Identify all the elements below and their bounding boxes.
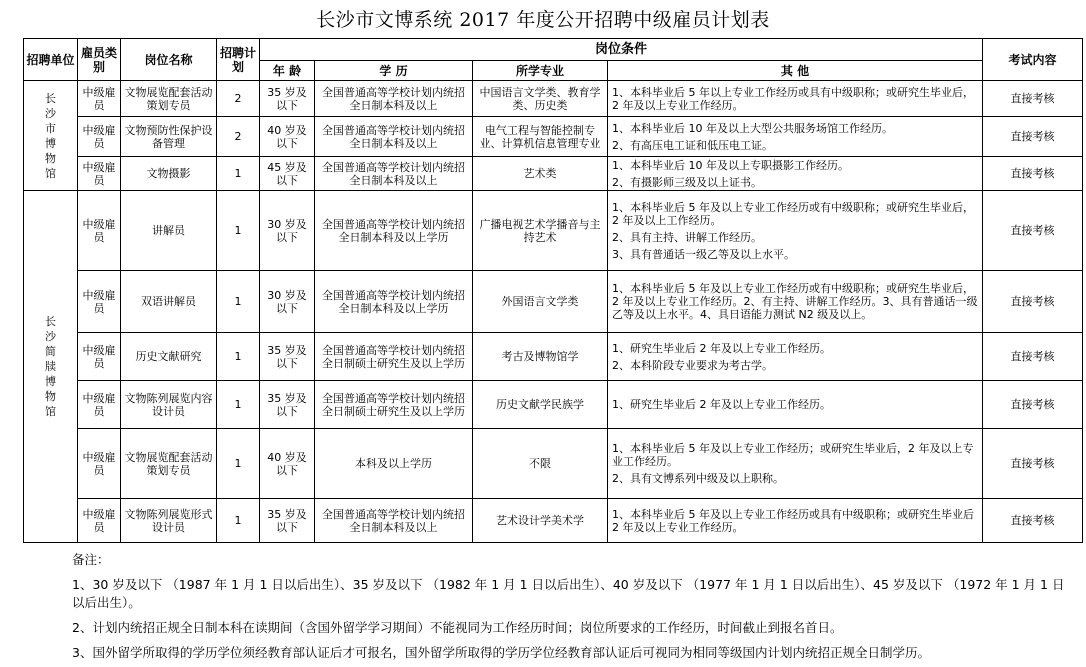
post-cell: 文物展览配套活动策划专员 xyxy=(121,429,217,499)
type-cell: 中级雇员 xyxy=(78,381,121,429)
table-body xyxy=(24,81,1083,543)
table-row xyxy=(24,333,1083,381)
other-line: 1、本科毕业后 5 年以上专业工作经历或具有中级职称；或研究生毕业后，2 年及以上专业工作经历。 xyxy=(612,85,974,112)
unit-name: 长沙市博物馆 xyxy=(45,91,56,180)
post-cell: 文物展览配套活动策划专员 xyxy=(121,81,217,117)
note-item-1: 1、30 岁及以下 （1987 年 1 月 1 日以后出生）、35 岁及以下 （1982 年 1 月 1 日以后出生）、40 岁及以下 （1977 年 1 月 1 日以后出生）、45 岁及以下 （1972 年 1 月 1 日以后出生）。 xyxy=(72,577,1065,610)
table-row xyxy=(24,81,1083,117)
type-cell: 中级雇员 xyxy=(78,81,121,117)
header-other: 其 他 xyxy=(608,61,983,81)
other-line: 1、本科毕业后 5 年及以上专业工作经历或具有中级职称；或研究生毕业后 2 年及以上专业工作经历。 xyxy=(612,507,974,534)
other-line: 1、本科毕业后 5 年及以上专业工作经历或有中级职称；或研究生毕业后，2 年及以上专业工作经历。2、有主持、讲解工作经历。3、具有普通话一级乙等及以上水平。4、具日语能力测试 N2 级及以上。 xyxy=(612,282,978,321)
education-cell: 全国普通高等学校计划内统招全日制硕士研究生及以上学历 xyxy=(315,333,473,381)
note-item-3: 3、国外留学所取得的学历学位须经教育部认证后才可报名，国外留学所取得的学历学位经教育部认证后可视同为相同等级国内计划内统招正规全日制学历。 xyxy=(72,645,930,660)
table-row xyxy=(24,499,1083,543)
age-cell: 40 岁及以下 xyxy=(260,117,315,157)
other-line: 2、具有文博系列中级及以上职称。 xyxy=(612,472,784,485)
other-cell xyxy=(608,117,983,157)
plan-cell: 1 xyxy=(217,381,260,429)
education-cell: 全国普通高等学校计划内统招全日制硕士研究生及以上学历 xyxy=(315,381,473,429)
education-cell: 全国普通高等学校计划内统招全日制本科及以上 xyxy=(315,499,473,543)
major-cell: 考古及博物馆学 xyxy=(473,333,608,381)
table-row xyxy=(24,381,1083,429)
table-row xyxy=(24,191,1083,271)
other-line: 2、本科阶段专业要求为考古学。 xyxy=(612,358,773,372)
exam-cell: 直接考核 xyxy=(983,117,1083,157)
other-line: 1、本科毕业后 10 年及以上大型公共服务场馆工作经历。 xyxy=(612,121,893,135)
age-cell: 40 岁及以下 xyxy=(260,429,315,499)
type-cell: 中级雇员 xyxy=(78,499,121,543)
post-cell: 文物陈列展览形式设计员 xyxy=(121,499,217,543)
other-line: 3、具有普通话一级乙等及以上水平。 xyxy=(612,247,795,261)
major-cell: 电气工程与智能控制专业、计算机信息管理专业 xyxy=(473,117,608,157)
major-cell: 外国语言文学类 xyxy=(473,271,608,333)
header-exam: 考试内容 xyxy=(983,39,1083,81)
header-major: 所学专业 xyxy=(473,61,608,81)
major-cell: 历史文献学民族学 xyxy=(473,381,608,429)
education-cell: 全国普通高等学校计划内统招全日制本科及以上 xyxy=(315,157,473,191)
recruitment-plan-table xyxy=(23,38,1083,543)
table-row xyxy=(24,157,1083,191)
other-line: 2、有高压电工证和低压电工证。 xyxy=(612,138,773,152)
age-cell: 35 岁及以下 xyxy=(260,381,315,429)
note-item-2: 2、计划内统招正规全日制本科在读期间（含国外留学学习期间）不能视同为工作经历时间；岗位所要求的工作经历，时间截止到报名首日。 xyxy=(72,620,843,635)
post-cell: 文物预防性保护设备管理 xyxy=(121,117,217,157)
plan-cell: 2 xyxy=(217,81,260,117)
exam-cell: 直接考核 xyxy=(983,81,1083,117)
age-cell: 35 岁及以下 xyxy=(260,333,315,381)
exam-cell: 直接考核 xyxy=(983,429,1083,499)
other-cell xyxy=(608,271,983,333)
plan-cell: 1 xyxy=(217,271,260,333)
notes-heading: 备注： xyxy=(72,552,110,567)
education-cell: 全国普通高等学校计划内统招全日制本科及以上学历 xyxy=(315,191,473,271)
education-cell: 本科及以上学历 xyxy=(315,429,473,499)
header-unit: 招聘单位 xyxy=(24,39,78,81)
age-cell: 30 岁及以下 xyxy=(260,191,315,271)
plan-cell: 1 xyxy=(217,429,260,499)
header-education: 学 历 xyxy=(315,61,473,81)
plan-cell: 1 xyxy=(217,333,260,381)
major-cell: 艺术设计学美术学 xyxy=(473,499,608,543)
other-line: 2、具有主持、讲解工作经历。 xyxy=(612,230,762,244)
exam-cell: 直接考核 xyxy=(983,157,1083,191)
post-cell: 讲解员 xyxy=(121,191,217,271)
other-line: 1、研究生毕业后 2 年及以上专业工作经历。 xyxy=(612,398,831,411)
education-cell: 全国普通高等学校计划内统招全日制本科及以上学历 xyxy=(315,271,473,333)
age-cell: 30 岁及以下 xyxy=(260,271,315,333)
header-post: 岗位名称 xyxy=(121,39,217,81)
post-cell: 文物摄影 xyxy=(121,157,217,191)
other-cell xyxy=(608,333,983,381)
post-cell: 历史文献研究 xyxy=(121,333,217,381)
plan-cell: 1 xyxy=(217,157,260,191)
type-cell: 中级雇员 xyxy=(78,191,121,271)
type-cell: 中级雇员 xyxy=(78,157,121,191)
exam-cell: 直接考核 xyxy=(983,499,1083,543)
table-row xyxy=(24,429,1083,499)
other-cell xyxy=(608,381,983,429)
other-line: 1、本科毕业后 10 年及以上专职摄影工作经历。 xyxy=(612,158,849,172)
unit-cell xyxy=(24,81,78,191)
page-title: 长沙市文博系统 2017 年度公开招聘中级雇员计划表 xyxy=(316,9,770,31)
other-cell xyxy=(608,429,983,499)
major-cell: 中国语言文学类、教育学类、历史类 xyxy=(473,81,608,117)
type-cell: 中级雇员 xyxy=(78,271,121,333)
type-cell: 中级雇员 xyxy=(78,429,121,499)
exam-cell: 直接考核 xyxy=(983,271,1083,333)
major-cell: 艺术类 xyxy=(473,157,608,191)
plan-cell: 1 xyxy=(217,499,260,543)
table-row xyxy=(24,117,1083,157)
plan-cell: 1 xyxy=(217,191,260,271)
other-line: 1、本科毕业后 5 年及以上专业工作经历；或研究生毕业后，2 年及以上专业工作经历。 xyxy=(612,442,974,468)
other-line: 2、有摄影师三级及以上证书。 xyxy=(612,175,762,189)
type-cell: 中级雇员 xyxy=(78,117,121,157)
type-cell: 中级雇员 xyxy=(78,333,121,381)
exam-cell: 直接考核 xyxy=(983,333,1083,381)
other-line: 1、研究生毕业后 2 年及以上专业工作经历。 xyxy=(612,341,831,355)
other-cell xyxy=(608,191,983,271)
age-cell: 45 岁及以下 xyxy=(260,157,315,191)
other-line: 1、本科毕业后 5 年及以上专业工作经历或有中级职称；或研究生毕业后，2 年及以上工作经历。 xyxy=(612,200,974,227)
table-row xyxy=(24,271,1083,333)
plan-cell: 2 xyxy=(217,117,260,157)
header-plan: 招聘计划 xyxy=(217,39,260,81)
major-cell: 不限 xyxy=(473,429,608,499)
header-type: 雇员类别 xyxy=(78,39,121,81)
header-age: 年 龄 xyxy=(260,61,315,81)
major-cell: 广播电视艺术学播音与主持艺术 xyxy=(473,191,608,271)
education-cell: 全国普通高等学校计划内统招全日制本科及以上 xyxy=(315,81,473,117)
age-cell: 35 岁及以下 xyxy=(260,81,315,117)
notes-section xyxy=(72,551,1072,662)
unit-cell xyxy=(24,191,78,543)
other-cell xyxy=(608,81,983,117)
exam-cell: 直接考核 xyxy=(983,191,1083,271)
other-cell xyxy=(608,499,983,543)
unit-name: 长沙简牍博物馆 xyxy=(45,315,56,418)
header-conditions: 岗位条件 xyxy=(260,39,983,61)
exam-cell: 直接考核 xyxy=(983,381,1083,429)
other-cell xyxy=(608,157,983,191)
age-cell: 35 岁及以下 xyxy=(260,499,315,543)
education-cell: 全国普通高等学校计划内统招全日制本科及以上 xyxy=(315,117,473,157)
post-cell: 文物陈列展览内容设计员 xyxy=(121,381,217,429)
post-cell: 双语讲解员 xyxy=(121,271,217,333)
